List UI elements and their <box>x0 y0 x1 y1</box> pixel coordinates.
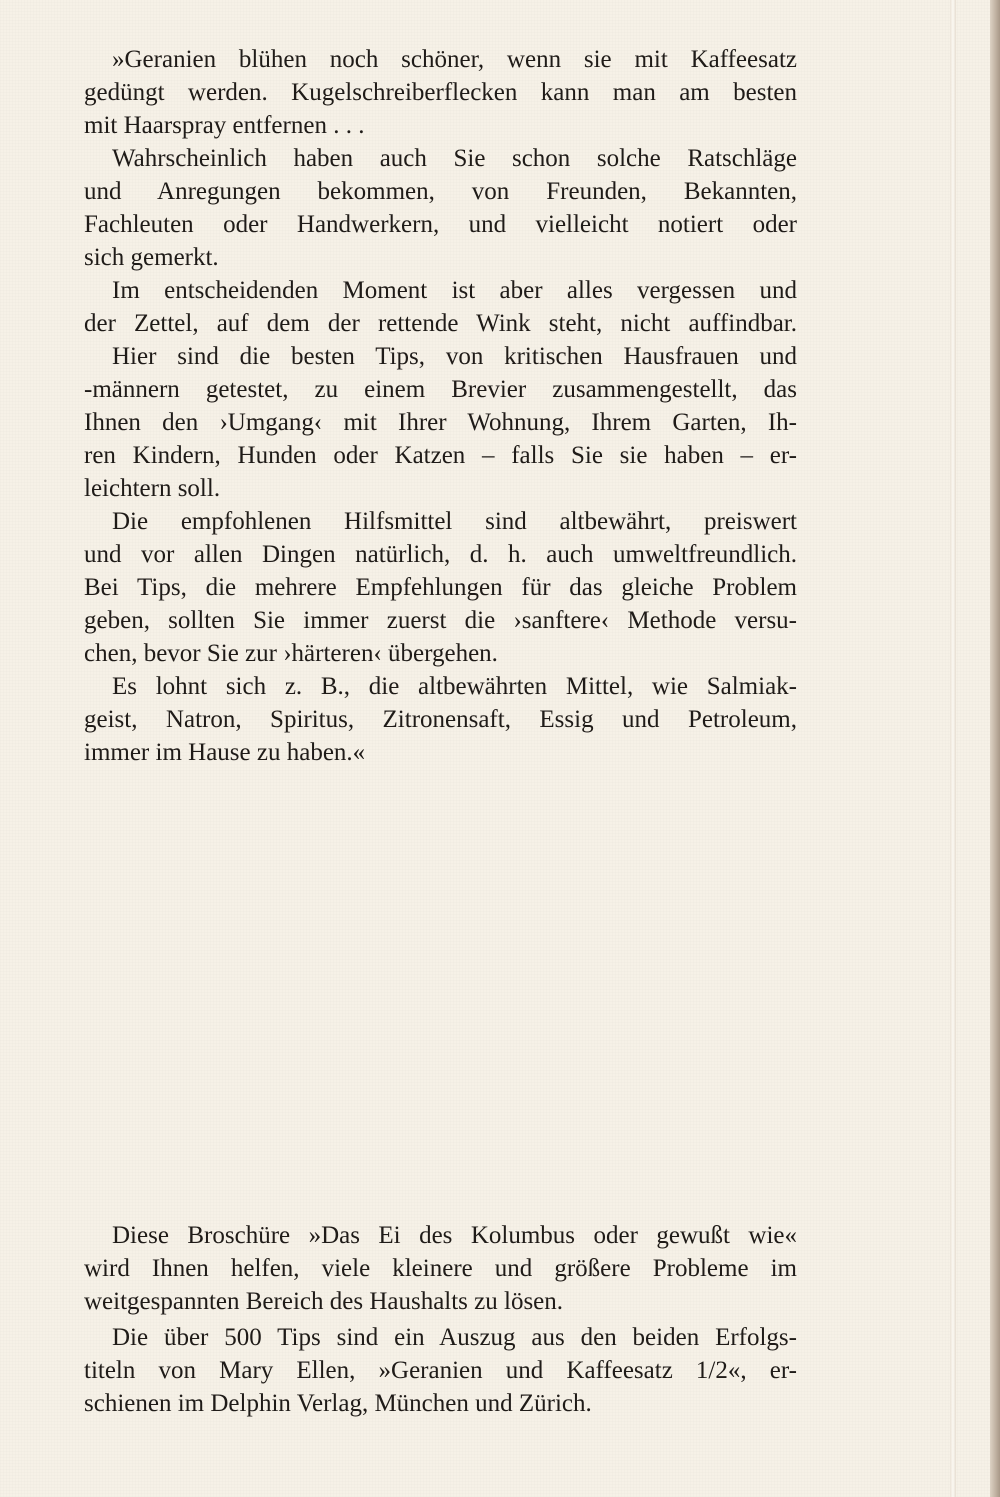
text-line: Die über 500 Tips sind ein Auszug aus den beiden Erfolgs- <box>112 1324 797 1351</box>
text-line: -männern getestet, zu einem Brevier zusammengestellt, das <box>84 376 797 403</box>
text-line: geist, Natron, Spiritus, Zitronensaft, Essig und Petroleum, <box>84 706 797 733</box>
text-line: und vor allen Dingen natürlich, d. h. auch umweltfreundlich. <box>84 541 797 568</box>
paragraph <box>84 43 797 142</box>
text-line: chen, bevor Sie zur ›härteren‹ übergehen. <box>84 640 498 667</box>
text-line: wird Ihnen helfen, viele kleinere und größere Probleme im <box>84 1255 797 1282</box>
source-note <box>84 1321 797 1420</box>
brochure-note <box>84 1219 797 1318</box>
text-line: geben, sollten Sie immer zuerst die ›sanftere‹ Methode versu- <box>84 607 797 634</box>
text-line: Im entscheidenden Moment ist aber alles vergessen und <box>112 277 797 304</box>
text-line: Bei Tips, die mehrere Empfehlungen für das gleiche Problem <box>84 574 797 601</box>
text-line: sich gemerkt. <box>84 244 219 271</box>
spine-crease <box>950 0 956 1497</box>
text-line: gedüngt werden. Kugelschreiberflecken kann man am besten <box>84 79 797 106</box>
paragraph <box>84 505 797 670</box>
text-line: »Geranien blühen noch schöner, wenn sie mit Kaffeesatz <box>112 46 797 73</box>
text-line: titeln von Mary Ellen, »Geranien und Kaffeesatz 1/2«, er- <box>84 1357 797 1384</box>
text-line: Es lohnt sich z. B., die altbewährten Mittel, wie Salmiak- <box>112 673 797 700</box>
text-line: der Zettel, auf dem der rettende Wink steht, nicht auffindbar. <box>84 310 797 337</box>
paragraph <box>84 670 797 769</box>
text-line: Fachleuten oder Handwerkern, und vielleicht notiert oder <box>84 211 797 238</box>
text-line: leichtern soll. <box>84 475 221 502</box>
text-line: mit Haarspray entfernen . . . <box>84 112 365 139</box>
intro-quote <box>84 43 797 769</box>
text-line: Hier sind die besten Tips, von kritischen Hausfrauen und <box>112 343 797 370</box>
text-line: und Anregungen bekommen, von Freunden, Bekannten, <box>84 178 797 205</box>
text-line: ren Kindern, Hunden oder Katzen – falls Sie sie haben – er- <box>84 442 797 469</box>
text-line: Ihnen den ›Umgang‹ mit Ihrer Wohnung, Ihrem Garten, Ih- <box>84 409 797 436</box>
cover-edge <box>990 0 1000 1497</box>
paragraph <box>84 274 797 340</box>
text-line: weitgespannten Bereich des Haushalts zu lösen. <box>84 1288 564 1315</box>
paragraph <box>84 340 797 505</box>
paragraph <box>84 142 797 274</box>
text-line: Wahrscheinlich haben auch Sie schon solche Ratschläge <box>112 145 797 172</box>
text-line: Diese Broschüre »Das Ei des Kolumbus oder gewußt wie« <box>112 1222 797 1249</box>
text-line: Die empfohlenen Hilfsmittel sind altbewährt, preiswert <box>112 508 797 535</box>
text-line: immer im Hause zu haben.« <box>84 739 366 766</box>
text-line: schienen im Delphin Verlag, München und Zürich. <box>84 1390 592 1417</box>
